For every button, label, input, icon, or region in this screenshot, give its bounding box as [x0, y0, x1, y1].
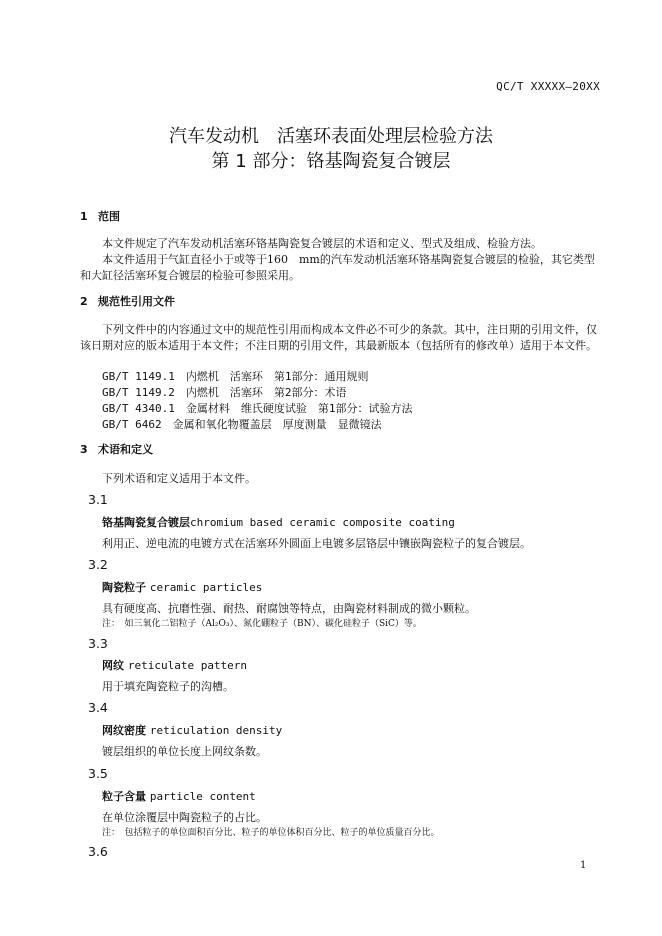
term-heading [102, 722, 282, 738]
term-number: 3.3 [88, 636, 108, 651]
section-heading-terms-definitions [80, 441, 153, 457]
reference-item: GB/T 4340.1 金属材料 维氏硬度试验 第1部分：试验方法 [102, 402, 413, 415]
section-title: 规范性引用文件 [98, 295, 175, 308]
term-number: 3.4 [88, 700, 108, 715]
scope-paragraph-1 [80, 236, 600, 252]
term-chinese: 网纹 [102, 659, 124, 672]
term-definition: 用于填充陶瓷粒子的沟槽。 [102, 680, 234, 693]
section-number: 2 [80, 295, 88, 308]
document-title-line1: 汽车发动机 活塞环表面处理层检验方法 [169, 126, 493, 147]
standard-number: QC/T XXXXX—20XX [496, 80, 600, 93]
references-intro [80, 322, 600, 354]
term-chinese: 铬基陶瓷复合镀层 [102, 516, 190, 529]
section-number: 3 [80, 443, 88, 456]
document-title-line2: 第 1 部分：铬基陶瓷复合镀层 [211, 151, 451, 172]
term-heading [102, 579, 262, 595]
term-chinese: 陶瓷粒子 [102, 581, 146, 594]
term-number: 3.5 [88, 766, 108, 781]
term-note: 注： 包括粒子的单位面积百分比、粒子的单位体积百分比、粒子的单位质量百分比。 [102, 828, 440, 838]
term-english: particle content [149, 790, 256, 803]
section-heading-scope [80, 208, 120, 224]
term-heading [102, 657, 247, 673]
term-chinese: 网纹密度 [102, 724, 146, 737]
term-english: ceramic particles [149, 581, 263, 594]
term-definition: 镀层组织的单位长度上网纹条数。 [102, 745, 267, 758]
section-title: 术语和定义 [98, 443, 153, 456]
term-heading [102, 514, 455, 530]
reference-item: GB/T 6462 金属和氧化物覆盖层 厚度测量 显微镜法 [102, 418, 382, 431]
section-number: 1 [80, 210, 88, 223]
references-intro-text: 下列文件中的内容通过文中的规范性引用而构成本文件必不可少的条款。其中，注日期的引用文件，仅该日期对应的版本适用于本文件；不注日期的引用文件，其最新版本（包括所有的修改单）适用于本文件。 [80, 323, 597, 352]
term-chinese: 粒子含量 [102, 790, 146, 803]
term-definition: 具有硬度高、抗磨性强、耐热、耐腐蚀等特点，由陶瓷材料制成的微小颗粒。 [102, 602, 476, 615]
section-heading-normative-references [80, 293, 175, 309]
term-number: 3.6 [88, 844, 108, 859]
term-english: reticulate pattern [127, 659, 248, 672]
reference-item: GB/T 1149.1 内燃机 活塞环 第1部分：通用规则 [102, 370, 369, 383]
term-number: 3.1 [88, 492, 108, 507]
page-number: 1 [580, 860, 587, 871]
scope-paragraph-1-text: 本文件规定了汽车发动机活塞环铬基陶瓷复合镀层的术语和定义、型式及组成、检验方法。 [102, 237, 542, 250]
term-definition: 利用正、逆电流的电镀方式在活塞环外圆面上电镀多层铬层中镶嵌陶瓷粒子的复合镀层。 [102, 537, 531, 550]
term-english: chromium based ceramic composite coating [190, 516, 455, 529]
term-heading [102, 788, 256, 804]
scope-paragraph-2 [80, 252, 600, 284]
scope-paragraph-2-text: 本文件适用于气缸直径小于或等于160 mm的汽车发动机活塞环铬基陶瓷复合镀层的检验，其它类型和大缸径活塞环复合镀层的检验可参照采用。 [80, 253, 595, 282]
term-definition: 在单位涂覆层中陶瓷粒子的占比。 [102, 811, 267, 824]
terms-intro: 下列术语和定义适用于本文件。 [102, 472, 256, 485]
term-number: 3.2 [88, 557, 108, 572]
term-note: 注： 如三氧化二铝粒子（Al₂O₃）、氮化硼粒子（BN）、碳化硅粒子（SiC）等。 [102, 619, 422, 629]
reference-item: GB/T 1149.2 内燃机 活塞环 第2部分：术语 [102, 386, 347, 399]
term-english: reticulation density [149, 724, 283, 737]
section-title: 范围 [98, 210, 120, 223]
